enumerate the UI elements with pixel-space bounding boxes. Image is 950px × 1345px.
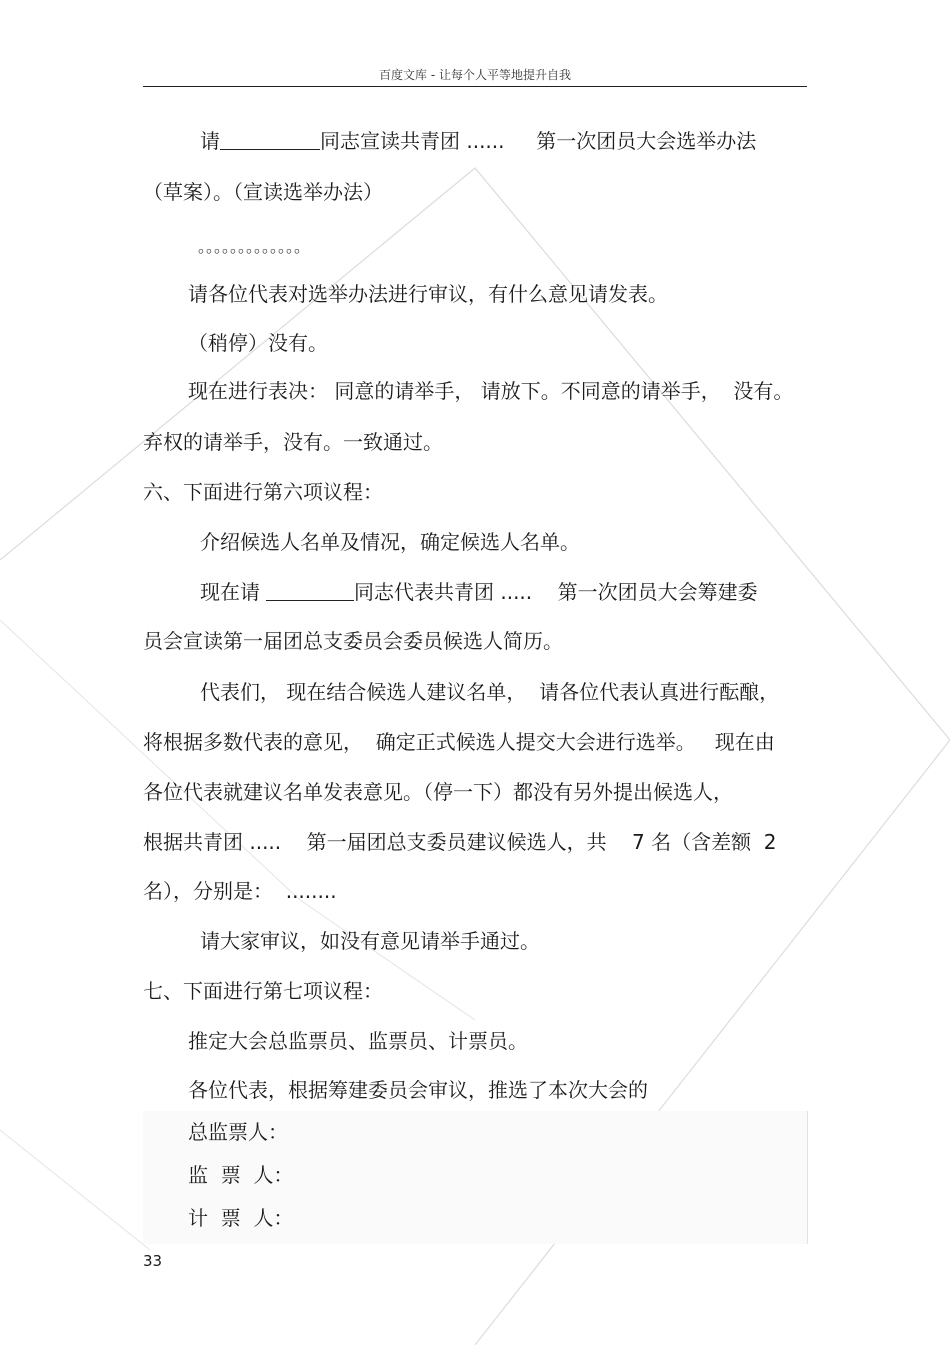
page-header: 百度文库 - 让每个人平等地提升自我 bbox=[379, 68, 571, 82]
header-rule bbox=[143, 86, 807, 87]
list-item: 总监票人： bbox=[188, 1120, 288, 1144]
paragraph-line: 各位代表，根据筹建委员会审议，推选了本次大会的 bbox=[188, 1078, 648, 1102]
list-item: 监 票 人： bbox=[188, 1163, 294, 1187]
paragraph-line: 请大家审议，如没有意见请举手通过。 bbox=[200, 929, 540, 953]
section-heading: 六、下面进行第六项议程： bbox=[143, 480, 383, 504]
paragraph-line: （草案）。（宣读选举办法） bbox=[143, 180, 383, 204]
list-item: 计 票 人： bbox=[188, 1206, 294, 1230]
text: 请 bbox=[200, 129, 220, 153]
page-number: 33 bbox=[143, 1252, 163, 1270]
paragraph-line bbox=[200, 129, 756, 153]
text: 现在请 bbox=[200, 580, 260, 604]
paragraph-line: 推定大会总监票员、监票员、计票员。 bbox=[188, 1029, 528, 1053]
paragraph-line: 弃权的请举手，没有。一致通过。 bbox=[143, 430, 443, 454]
paragraph-line: 现在进行表决： 同意的请举手， 请放下。不同意的请举手， 没有。 bbox=[188, 379, 794, 403]
paragraph-line: 员会宣读第一届团总支委员会委员候选人简历。 bbox=[143, 629, 563, 653]
paragraph-line bbox=[200, 580, 758, 604]
section-heading: 七、下面进行第七项议程： bbox=[143, 979, 383, 1003]
paragraph-line: （稍停）没有。 bbox=[188, 331, 328, 355]
paragraph-line: 将根据多数代表的意见， 确定正式候选人提交大会进行选举。 现在由 bbox=[143, 730, 775, 754]
dots-line: 。。。。。。。。。。。。。 bbox=[198, 237, 311, 256]
text: 同志代表共青团 ..... 第一次团员大会筹建委 bbox=[354, 580, 758, 604]
fill-blank bbox=[266, 580, 354, 601]
paragraph-line: 代表们， 现在结合候选人建议名单， 请各位代表认真进行酝酿， bbox=[200, 680, 780, 704]
paragraph-line: 请各位代表对选举办法进行审议，有什么意见请发表。 bbox=[188, 282, 668, 306]
paragraph-line: 名），分别是： ........ bbox=[143, 879, 337, 903]
text: 同志宣读共青团 ...... 第一次团员大会选举办法 bbox=[320, 129, 757, 153]
paragraph-line: 根据共青团 ..... 第一届团总支委员建议候选人，共 7 名（含差额 2 bbox=[143, 830, 777, 854]
paragraph-line: 各位代表就建议名单发表意见。（停一下）都没有另外提出候选人， bbox=[143, 780, 733, 804]
paragraph-line: 介绍候选人名单及情况，确定候选人名单。 bbox=[200, 530, 580, 554]
fill-blank bbox=[220, 129, 320, 150]
